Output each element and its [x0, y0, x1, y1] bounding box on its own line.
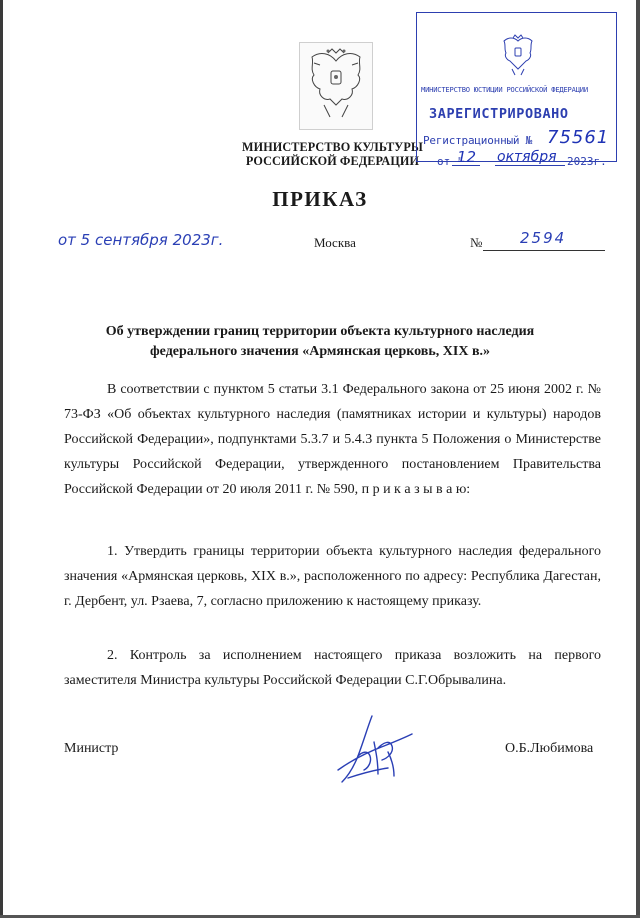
- stamp-month-line: [495, 165, 565, 166]
- order-number: 2594: [520, 229, 567, 247]
- registration-stamp: [416, 12, 617, 168]
- stamp-date-prefix: от ": [437, 155, 464, 168]
- order-subject: [70, 322, 570, 362]
- ministry-line-1: МИНИСТЕРСТВО КУЛЬТУРЫ: [242, 140, 423, 154]
- subject-line-2: федерального значения «Армянская церковь, XIX в.»: [150, 344, 490, 359]
- body-paragraph-item-2: 2. Контроль за исполнением настоящего приказа возложить на первого заместителя Министра культуры Российской Федерации С.Г.Обрывалина.: [64, 648, 601, 688]
- scan-edge-right: [636, 0, 640, 918]
- subject-line-1: Об утверждении границ территории объекта культурного наследия: [105, 324, 535, 339]
- body-paragraph-preamble: В соответствии с пунктом 5 статьи 3.1 Федерального закона от 25 июня 2002 г. № 73-ФЗ «Об объектах культурного наследия (памятниках истории и культуры) народов Российской Федерации», подпунктами 5.3.7 и 5.4.3 пункта 5 Положения о Министерстве культуры Российской Федерации, утвержденного постановлением Правительства Российской Федерации от 20 июля 2011 г. № 590, п р и к а з ы в а ю:: [64, 382, 601, 497]
- stamp-reg-number: 75561: [547, 127, 610, 148]
- signer-name: О.Б.Любимова: [505, 741, 594, 756]
- signer-title: Министр: [64, 741, 119, 756]
- ministry-name: [220, 140, 445, 168]
- stamp-coat-of-arms-icon: [498, 33, 538, 77]
- russian-coat-of-arms-icon: [299, 42, 373, 130]
- order-date: от 5 сентября 2023г.: [58, 231, 224, 249]
- order-title: ПРИКАЗ: [272, 187, 368, 211]
- stamp-date-day: 12: [457, 148, 477, 166]
- ministry-line-2: РОССИЙСКОЙ ФЕДЕРАЦИИ: [245, 154, 420, 168]
- stamp-registered: ЗАРЕГИСТРИРОВАНО: [429, 106, 569, 122]
- order-number-line: [483, 250, 605, 251]
- stamp-date-year: 2023г.: [567, 155, 607, 168]
- stamp-title: МИНИСТЕРСТВО ЮСТИЦИИ РОССИЙСКОЙ ФЕДЕРАЦИИ: [421, 85, 588, 94]
- body-paragraph-item-1: 1. Утвердить границы территории объекта культурного наследия федерального значения «Армянская церковь, XIX в.», расположенного по адресу: Республика Дагестан, г. Дербент, ул. Рзаева, 7, согласно приложению к настоящему приказу.: [64, 544, 601, 609]
- stamp-reg-label: Регистрационный №: [423, 134, 533, 147]
- order-number-label: №: [470, 235, 483, 250]
- stamp-date-month: октября: [497, 149, 557, 165]
- scan-edge-left: [0, 0, 3, 918]
- handwritten-signature: [328, 712, 418, 788]
- order-city: Москва: [314, 235, 356, 250]
